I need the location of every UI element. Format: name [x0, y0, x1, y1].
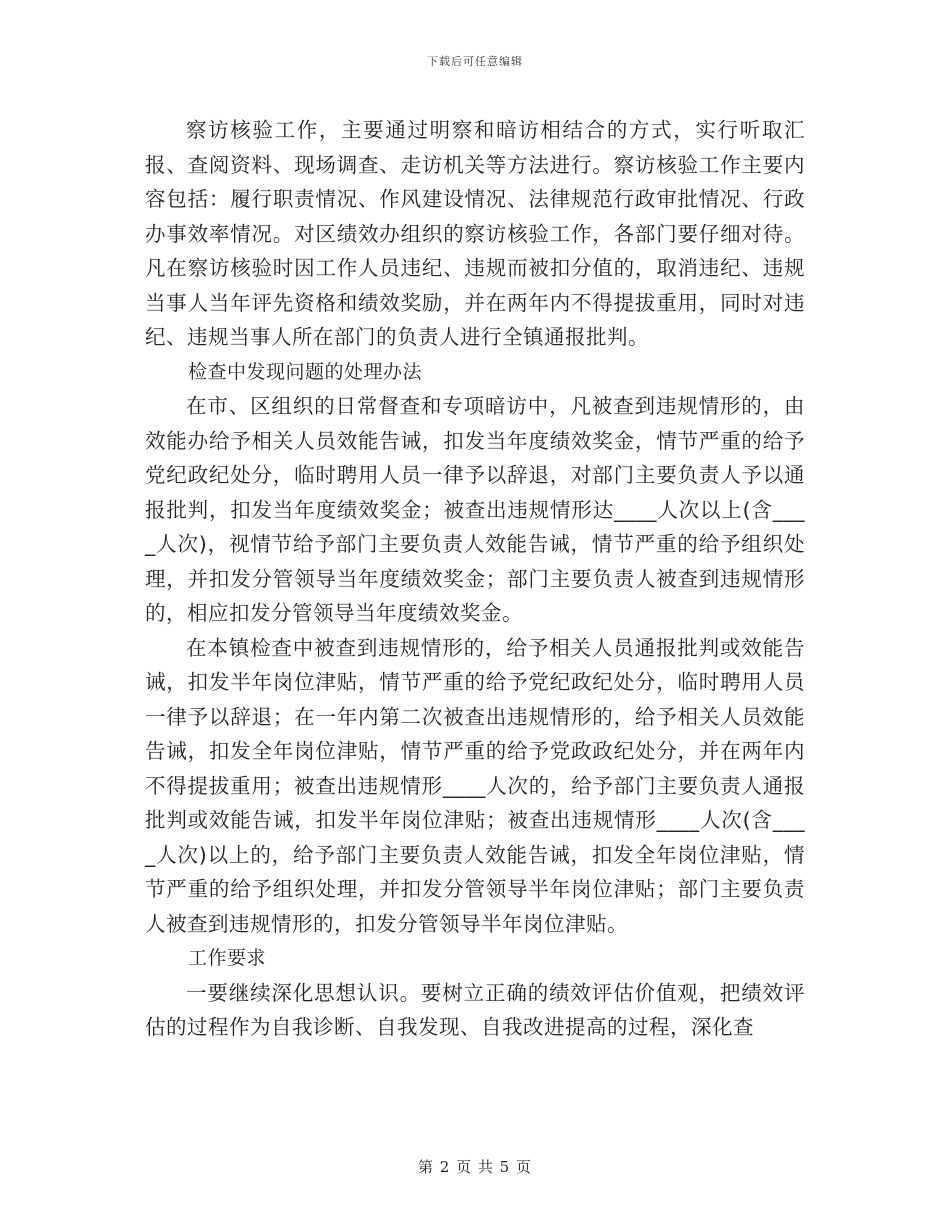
section-heading-work-requirements: 工作要求 [188, 947, 267, 969]
section-heading-problem-handling: 检查中发现问题的处理办法 [188, 360, 423, 383]
page-header: 下载后可任意编辑 [427, 55, 523, 68]
paragraph-inspection-verification: 察访核验工作，主要通过明察和暗访相结合的方式，实行听取汇报、查阅资料、现场调查、走访机关等方法进行。察访核验工作主要内容包括：履行职责情况、作风建设情况、法律规范行政审批情况、行政办事效率情况。对区绩效办组织的察访核验工作，各部门要仔细对待。凡在察访核验时因工作人员违纪、违规而被扣分值的，取消违纪、违规当事人当年评先资格和绩效奖励，并在两年内不得提拔重用，同时对违纪、违规当事人所在部门的负责人进行全镇通报批判。 [145, 118, 805, 349]
paragraph-deepen-awareness: 一要继续深化思想认识。要树立正确的绩效评估价值观，把绩效评估的过程作为自我诊断、自我发现、自我改进提高的过程，深化查 [145, 980, 805, 1039]
document-body [145, 113, 805, 1045]
paragraph-city-district-inspection: 在市、区组织的日常督查和专项暗访中，凡被查到违规情形的，由效能办给予相关人员效能告诫，扣发当年度绩效奖金，情节严重的给予党纪政纪处分，临时聘用人员一律予以辞退，对部门主要负责人予以通报批判，扣发当年度绩效奖金；被查出违规情形达____人次以上(含____人次)，视情节给予部门主要负责人效能告诫，情节严重的给予组织处理，并扣发分管领导当年度绩效奖金；部门主要负责人被查到违规情形的，相应扣发分管领导当年度绩效奖金。 [145, 394, 805, 625]
paragraph-town-inspection: 在本镇检查中被查到违规情形的，给予相关人员通报批判或效能告诫，扣发半年岗位津贴，情节严重的给予党纪政纪处分，临时聘用人员一律予以辞退；在一年内第二次被查出违规情形的，给予相关人员效能告诫，扣发全年岗位津贴，情节严重的给予党政政纪处分，并在两年内不得提拔重用；被查出违规情形____人次的，给予部门主要负责人通报批判或效能告诫，扣发半年岗位津贴；被查出违规情形____人次(含____人次)以上的，给予部门主要负责人效能告诫，扣发全年岗位津贴，情节严重的给予组织处理，并扣发分管领导半年岗位津贴；部门主要负责人被查到违规情形的，扣发分管领导半年岗位津贴。 [145, 635, 805, 936]
page-number: 第 2 页 共 5 页 [418, 1158, 532, 1176]
